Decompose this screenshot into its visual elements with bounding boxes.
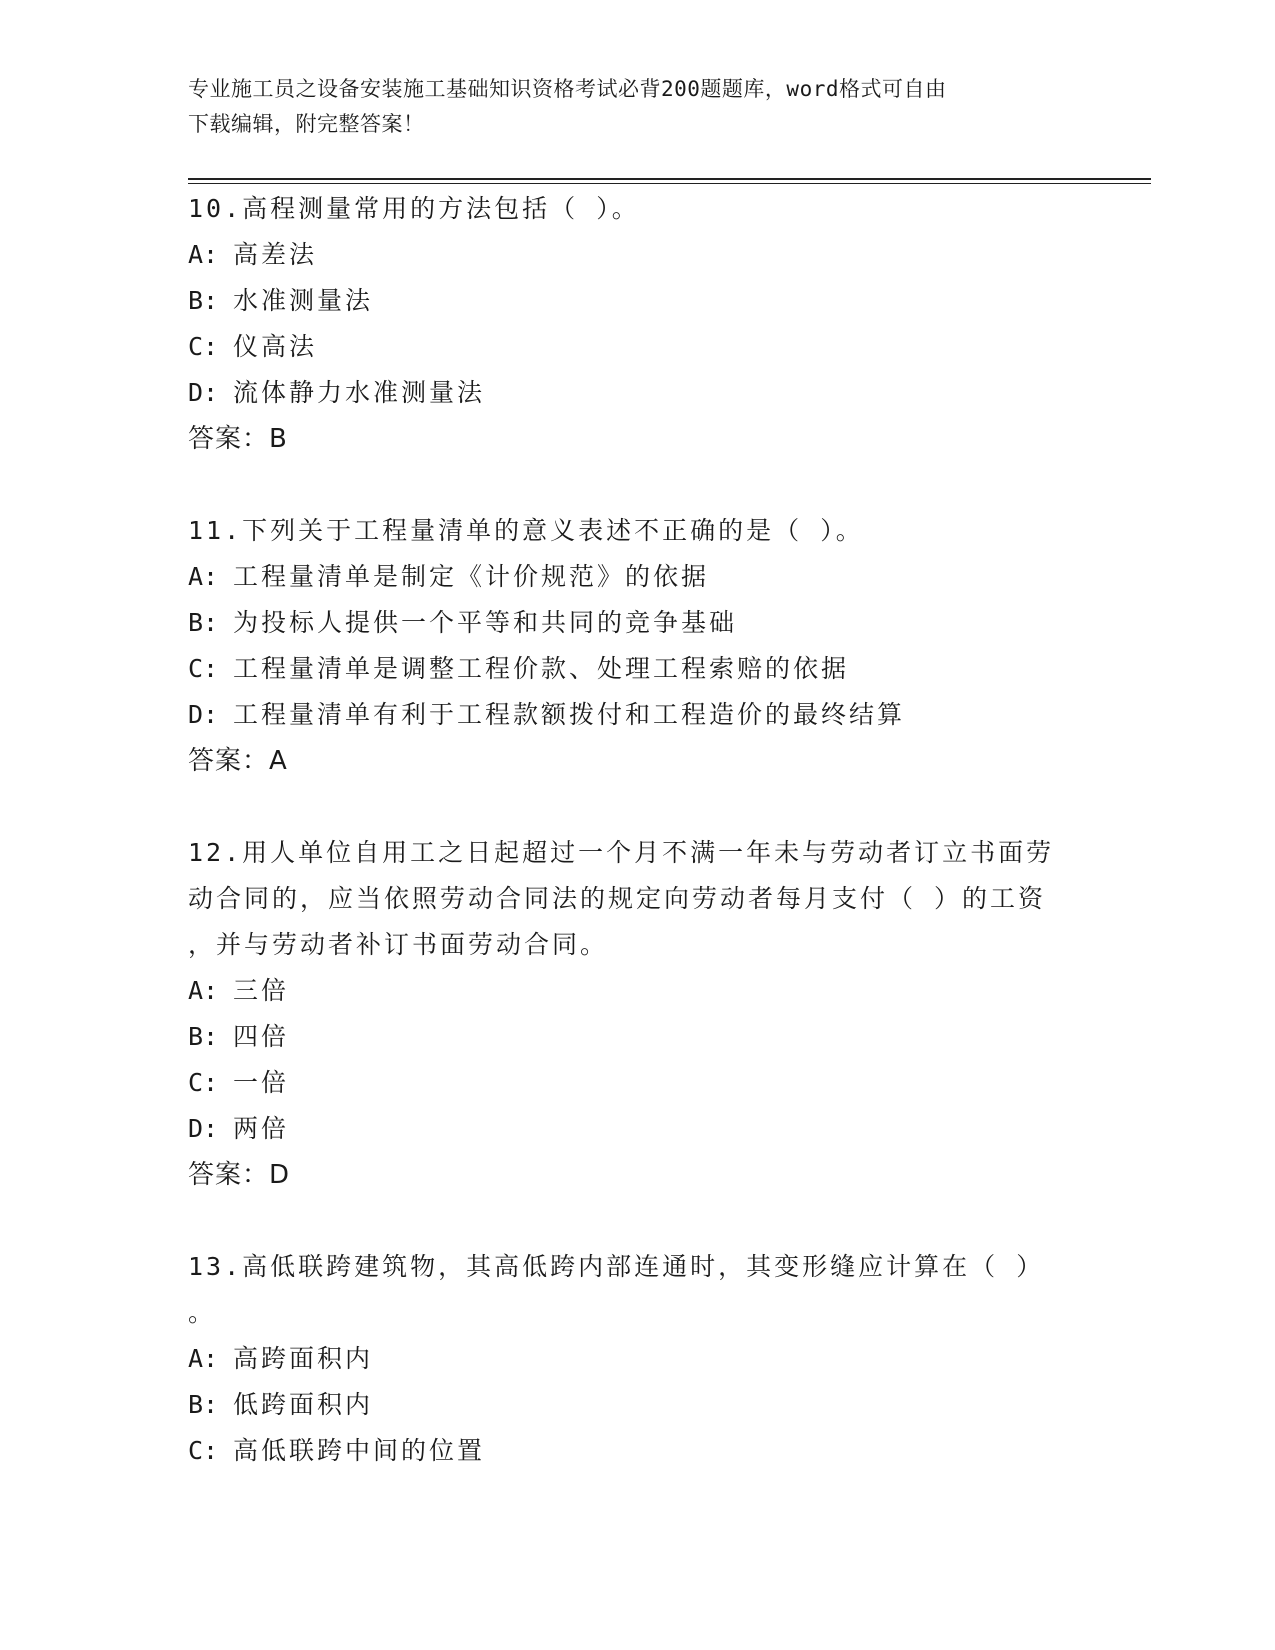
answer-key: 答案：D — [188, 1160, 291, 1190]
answer-key: 答案：B — [188, 424, 288, 454]
header-line-1: 专业施工员之设备安装施工基础知识资格考试必背200题题库，word格式可自由 — [188, 77, 947, 101]
option-text: 工程量清单有利于工程款额拨付和工程造价的最终结算 — [233, 700, 906, 729]
option-label: B: — [188, 1390, 219, 1419]
question-stem-line: ，并与劳动者补订书面劳动合同。 — [188, 930, 609, 959]
question-stem-line: 12.用人单位自用工之日起超过一个月不满一年未与劳动者订立书面劳 — [188, 838, 1055, 867]
answer-option — [188, 232, 1088, 278]
option-text: 为投标人提供一个平等和共同的竞争基础 — [233, 608, 738, 637]
option-label: B: — [188, 608, 219, 637]
answer-option — [188, 278, 1088, 324]
option-label: A: — [188, 1344, 219, 1373]
answer-option — [188, 646, 1088, 692]
option-label: B: — [188, 286, 219, 315]
question-block — [188, 508, 1088, 784]
answer-option — [188, 692, 1088, 738]
answer-option — [188, 324, 1088, 370]
answer-option — [188, 968, 1088, 1014]
question-stem-line: 。 — [188, 1298, 217, 1327]
option-text: 高差法 — [233, 240, 318, 269]
answer-option — [188, 600, 1088, 646]
question-list — [188, 186, 1088, 1520]
question-stem-line: 11.下列关于工程量清单的意义表述不正确的是（ ）。 — [188, 516, 864, 545]
option-label: B: — [188, 1022, 219, 1051]
document-header — [188, 72, 1088, 142]
option-label: C: — [188, 1068, 219, 1097]
option-text: 水准测量法 — [233, 286, 374, 315]
option-text: 流体静力水准测量法 — [233, 378, 486, 407]
answer-option — [188, 1060, 1088, 1106]
option-text: 工程量清单是制定《计价规范》的依据 — [233, 562, 710, 591]
option-text: 低跨面积内 — [233, 1390, 374, 1419]
question-stem-line: 动合同的，应当依照劳动合同法的规定向劳动者每月支付（ ）的工资 — [188, 884, 1047, 913]
answer-option — [188, 1428, 1088, 1474]
option-label: A: — [188, 976, 219, 1005]
option-text: 工程量清单是调整工程价款、处理工程索赔的依据 — [233, 654, 850, 683]
option-text: 一倍 — [233, 1068, 290, 1097]
question-stem-line: 10.高程测量常用的方法包括（ ）。 — [188, 194, 640, 223]
answer-option — [188, 1336, 1088, 1382]
option-label: D: — [188, 378, 219, 407]
header-line-2: 下载编辑，附完整答案！ — [188, 112, 425, 136]
answer-option — [188, 1106, 1088, 1152]
option-label: D: — [188, 700, 219, 729]
option-label: C: — [188, 1436, 219, 1465]
question-block — [188, 1244, 1088, 1474]
option-text: 四倍 — [233, 1022, 290, 1051]
option-label: D: — [188, 1114, 219, 1143]
option-text: 仪高法 — [233, 332, 318, 361]
answer-key: 答案：A — [188, 746, 288, 776]
option-text: 高跨面积内 — [233, 1344, 374, 1373]
option-label: C: — [188, 332, 219, 361]
option-text: 两倍 — [233, 1114, 290, 1143]
option-label: A: — [188, 240, 219, 269]
option-label: C: — [188, 654, 219, 683]
answer-option — [188, 1382, 1088, 1428]
header-rule-thin — [188, 183, 1151, 184]
option-label: A: — [188, 562, 219, 591]
answer-option — [188, 1014, 1088, 1060]
question-block — [188, 186, 1088, 462]
option-text: 三倍 — [233, 976, 290, 1005]
header-rule-thick — [188, 178, 1151, 180]
question-stem-line: 13.高低联跨建筑物，其高低跨内部连通时，其变形缝应计算在（ ） — [188, 1252, 1045, 1281]
option-text: 高低联跨中间的位置 — [233, 1436, 486, 1465]
answer-option — [188, 554, 1088, 600]
answer-option — [188, 370, 1088, 416]
question-block — [188, 830, 1088, 1198]
